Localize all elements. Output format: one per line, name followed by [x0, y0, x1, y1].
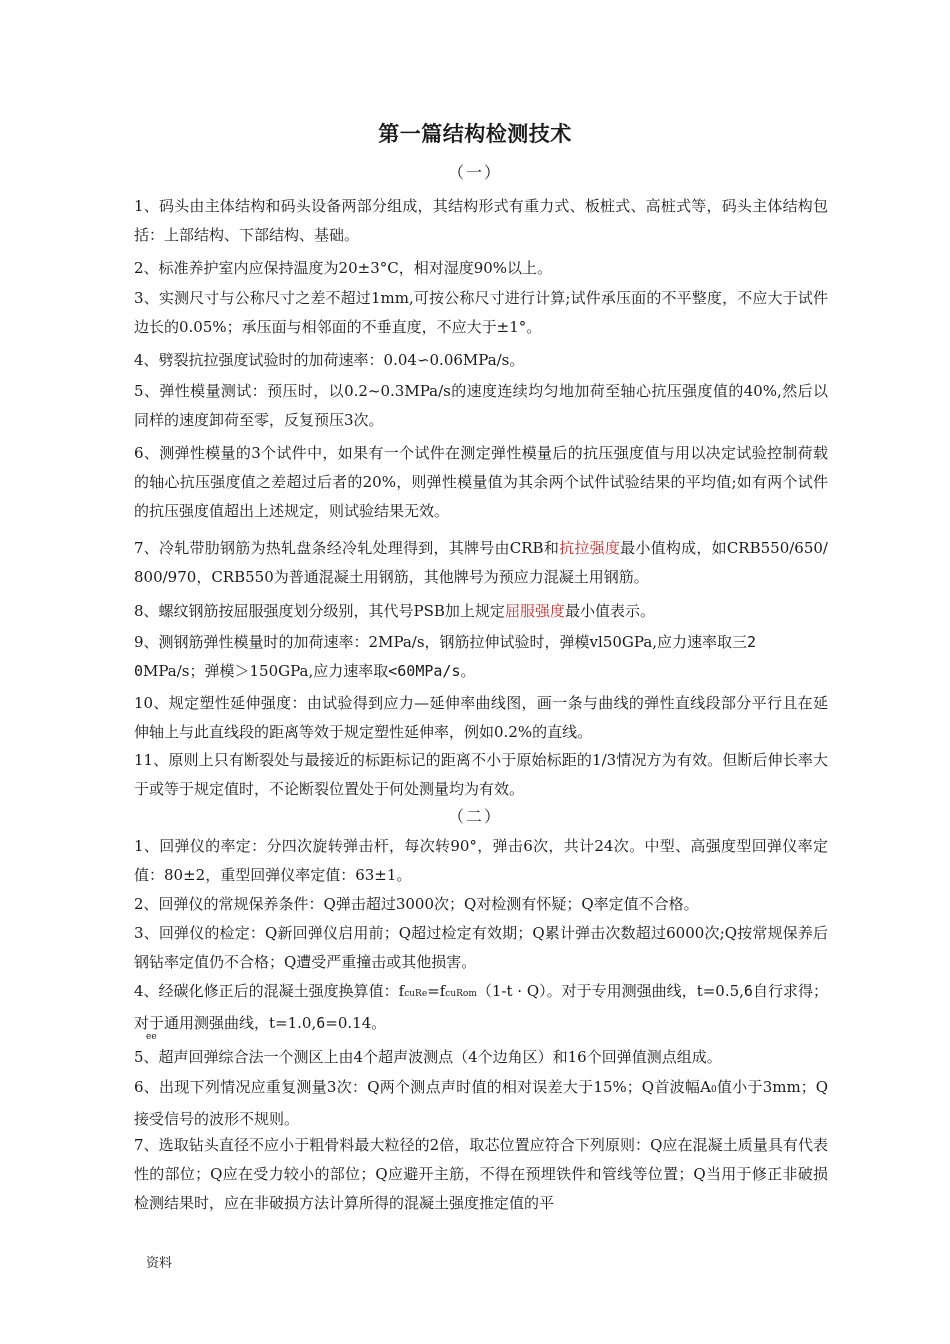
highlight-tensile-strength: 抗拉强度 — [559, 539, 621, 557]
paragraph-1-5: 5、弹性模量测试：预压时，以0.2~0.3MPa/s的速度连续均匀地加荷至轴心抗压强度值的40%,然后以同样的速度卸荷至零，反复预压3次。 — [134, 382, 828, 429]
paragraph-1-9 — [134, 628, 828, 686]
paragraph-2-4-text-e: =0.14。 — [325, 1014, 387, 1032]
paragraph-1-1: 1、码头由主体结构和码头设备两部分组成，其结构形式有重力式、板桩式、高桩式等，码头主体结构包括：上部结构、下部结构、基础。 — [134, 197, 828, 244]
paragraph-1-7 — [134, 534, 828, 592]
paragraph-1-4: 4、劈裂抗拉强度试验时的加荷速率：0.04∽0.06MPa/s。 — [134, 351, 525, 369]
paragraph-1-3: 3、实测尺寸与公称尺寸之差不超过1mm,可按公称尺寸进行计算;试件承压面的不平整度，不应大于试件边长的0.05%；承压面与相邻面的不垂直度，不应大于±1°。 — [134, 289, 828, 336]
paragraph-2-4 — [134, 977, 828, 1038]
paragraph-1-8-text-a: 8、螺纹钢筋按屈服强度划分级别，其代号PSB加上规定 — [134, 602, 505, 620]
subscript-curom: cuRom — [445, 989, 477, 999]
section-heading-1: （一） — [447, 163, 502, 182]
paragraph-2-1: 1、回弹仪的率定：分四次旋转弹击杆，每次转90°，弹击6次，共计24次。中型、高强度型回弹仪率定值：80±2，重型回弹仪率定值：63±1。 — [134, 837, 828, 884]
paragraph-2-2: 2、回弹仪的常规保养条件：Q弹击超过3000次；Q对检测有怀疑；Q率定值不合格。 — [134, 895, 699, 913]
paragraph-2-4-text-a: 4、经碳化修正后的混凝土强度换算值：f — [134, 982, 405, 1000]
paragraph-2-4-mono-1: 6 — [743, 982, 753, 1000]
highlight-yield-strength: 屈服强度 — [504, 602, 565, 620]
paragraph-1-7-text-a: 7、冷轧带肋钢筋为热轧盘条经冷轧处理得到，其牌号由CRB和 — [134, 539, 560, 557]
paragraph-1-9-text-a: 9、测钢筋弹性模量时的加荷速率：2MPa/s，钢筋拉伸试验时，弹模vl50GPa,应力速率取三 — [134, 633, 748, 651]
paragraph-2-4-mono-2: 6 — [316, 1014, 326, 1032]
paragraph-1-9-text-b: MPa/s；弹模＞150GPa,应力速率取 — [143, 662, 389, 680]
stray-subscript-ee: ee — [146, 1032, 157, 1042]
paragraph-2-6-text-b: 值小于3mm；Q接受信号的波形不规则。 — [134, 1078, 828, 1128]
paragraph-2-4-text-b: =f — [427, 982, 446, 1000]
paragraph-2-4-text-d: 自行求得；对于通用测强曲线，t=1.0, — [134, 982, 828, 1032]
paragraph-1-9-end: 。 — [460, 662, 476, 680]
paragraph-1-9-mono-1: 2 — [747, 633, 757, 651]
paragraph-1-8-text-b: 最小值表示。 — [564, 602, 655, 620]
paragraph-1-7-text-b: 最小值构成，如CRB550/650/800/970，CRB550为普通混凝土用钢筋，其他牌号为预应力混凝土用钢筋。 — [134, 539, 828, 586]
subscript-zero: 0 — [710, 1085, 717, 1095]
paragraph-1-2: 2、标准养护室内应保持温度为20±3°C，相对湿度90%以上。 — [134, 259, 553, 277]
paragraph-2-7: 7、选取钻头直径不应小于粗骨料最大粒径的2倍，取芯位置应符合下列原则：Q应在混凝土质量具有代表性的部位；Q应在受力较小的部位；Q应避开主筋，不得在预埋铁件和管线等位置；Q当用于修正非破损检测结果时，应在非破损方法计算所得的混凝土强度推定值的平 — [134, 1136, 828, 1212]
paragraph-1-8 — [134, 597, 828, 626]
paragraph-2-6 — [134, 1073, 828, 1134]
subscript-curE: cuRe — [404, 989, 428, 999]
paragraph-2-4-text-c: （1-t · Q）。对于专用测强曲线，t=0.5, — [476, 982, 744, 1000]
page-footer: 资料 — [146, 1256, 173, 1271]
paragraph-1-9-mono-2: <60MPa/s — [388, 662, 461, 680]
paragraph-1-9-mono-0: 0 — [134, 662, 144, 680]
paragraph-1-6: 6、测弹性模量的3个试件中，如果有一个试件在测定弹性模量后的抗压强度值与用以决定试验控制荷载的轴心抗压强度值之差超过后者的20%，则弹性模量值为其余两个试件试验结果的平均值;如有两个试件的抗压强度值超出上述规定，则试验结果无效。 — [134, 444, 828, 520]
section-heading-2: （二） — [447, 807, 502, 826]
paragraph-1-11: 11、原则上只有断裂处与最接近的标距标记的距离不小于原始标距的1/3情况方为有效。但断后伸长率大于或等于规定值时，不论断裂位置处于何处测量均为有效。 — [134, 751, 828, 798]
paragraph-2-5: 5、超声回弹综合法一个测区上由4个超声波测点（4个边角区）和16个回弹值测点组成。 — [134, 1048, 722, 1066]
paragraph-1-10: 10、规定塑性延伸强度：由试验得到应力—延伸率曲线图，画一条与曲线的弹性直线段部分平行且在延伸轴上与此直线段的距离等效于规定塑性延伸率，例如0.2%的直线。 — [134, 694, 828, 741]
page-title: 第一篇结构检测技术 — [378, 122, 572, 146]
paragraph-2-6-text-a: 6、出现下列情况应重复测量3次：Q两个测点声时值的相对误差大于15%；Q首波幅A — [134, 1078, 711, 1096]
paragraph-2-3: 3、回弹仪的检定：Q新回弹仪启用前；Q超过检定有效期；Q累计弹击次数超过6000次;Q按常规保养后钢钻率定值仍不合格；Q遭受严重撞击或其他损害。 — [134, 924, 828, 971]
